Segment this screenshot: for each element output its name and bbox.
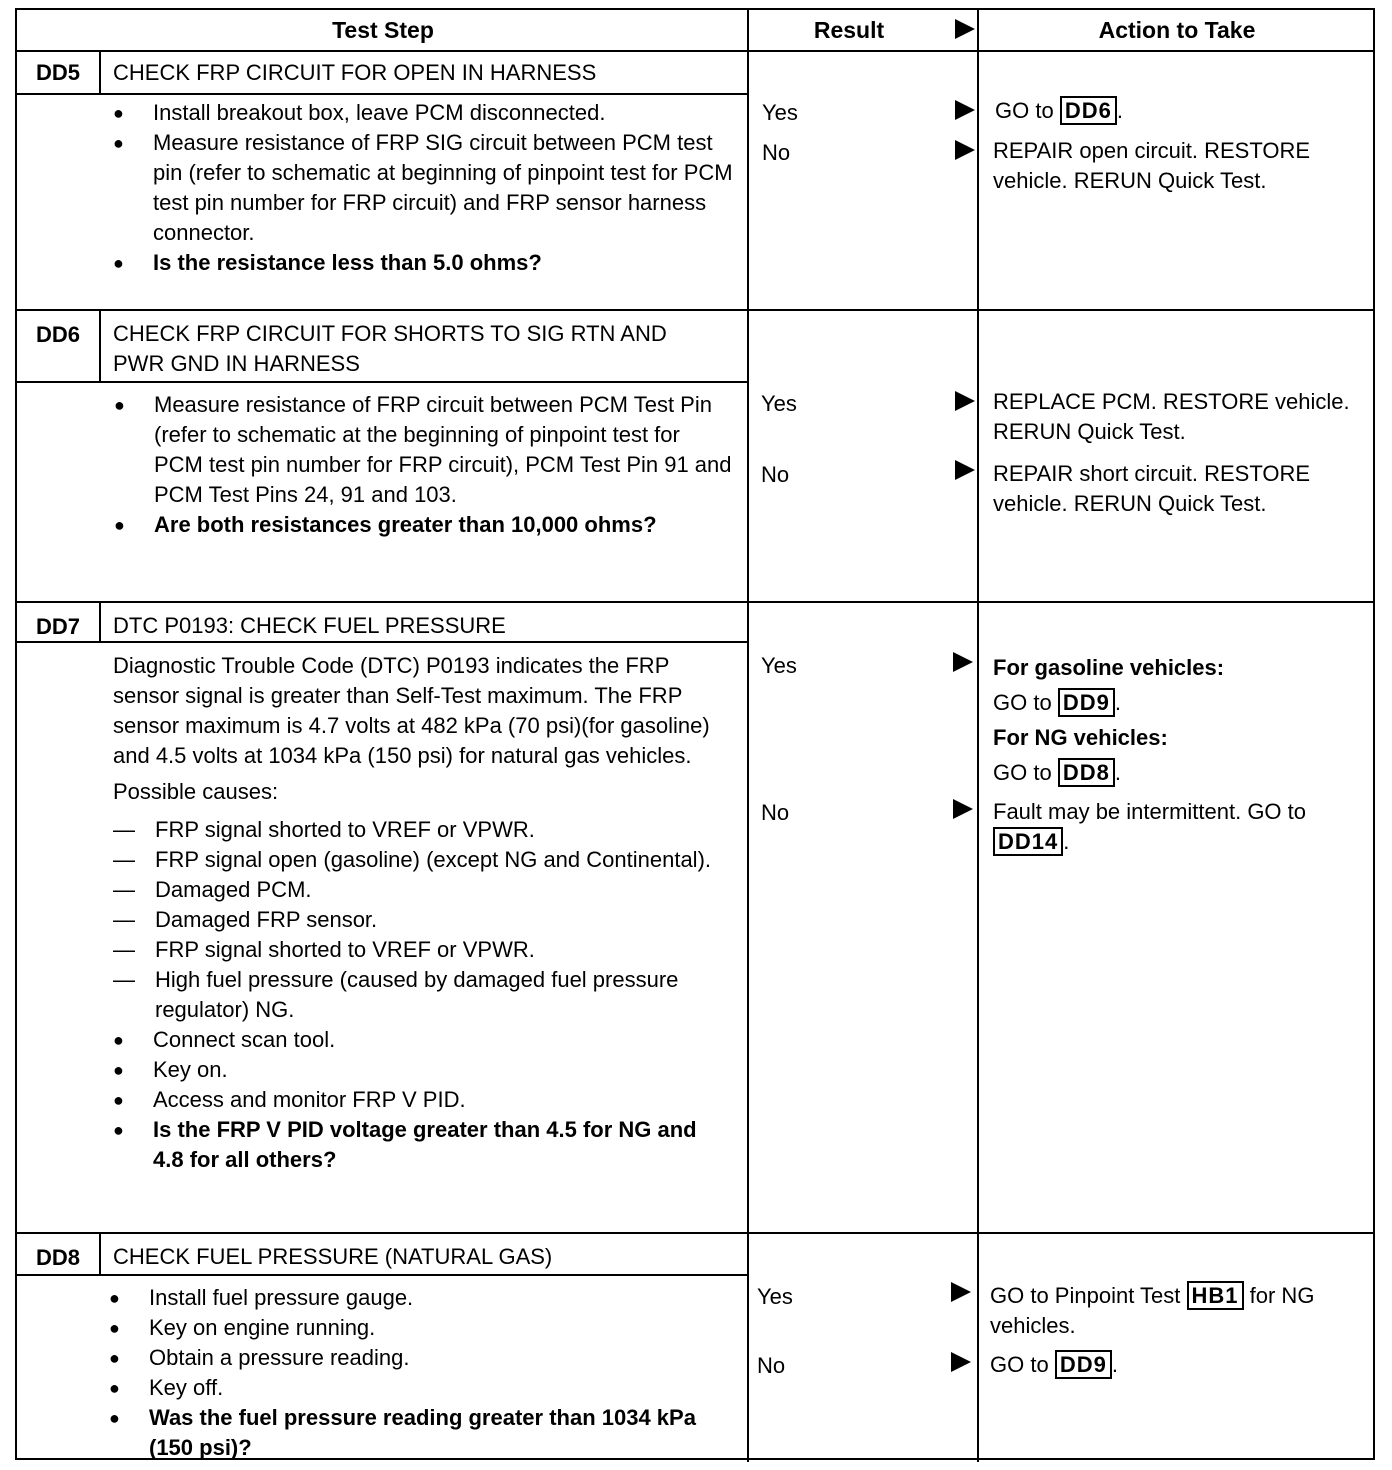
header-action: Action to Take [1098,16,1256,43]
step-ref-link[interactable]: DD14 [993,827,1063,856]
step-code-dd8: DD8 [35,1245,80,1270]
result-arrow-icon [955,140,975,160]
step-intro: Diagnostic Trouble Code (DTC) P0193 indicates the FRP sensor signal is greater than Self-Test maximum. The FRP sensor maximum is 4.7 volts at 482 kPa (70 psi)(for gasoline) and 4.5 volts at 1034 kPa (150 psi) for natural gas vehicles. [113,653,710,768]
action-text: GO to Pinpoint Test [990,1283,1181,1308]
action-no-dd7 [993,797,1369,857]
action-yes-dd6: REPLACE PCM. RESTORE vehicle. RERUN Quick Test. [993,389,1350,444]
row-divider [17,1232,1375,1234]
step-title-dd7: DTC P0193: CHECK FUEL PRESSURE [113,613,506,638]
title-divider [17,381,747,383]
column-divider-action [977,10,979,1462]
action-yes-dd8 [990,1281,1366,1341]
code-divider [99,310,101,382]
result-no: No [757,1353,786,1378]
bullet-item: ● Key on engine running. [109,1313,729,1343]
step-title-dd6: CHECK FRP CIRCUIT FOR SHORTS TO SIG RTN AND PWR GND IN HARNESS [113,321,667,376]
action-yes-dd7 [993,650,1369,790]
result-yes: Yes [757,1284,793,1309]
punctuation: . [1114,690,1121,715]
action-text: GO to [993,690,1052,715]
punctuation: . [1063,829,1070,854]
bullet-question: ● Was the fuel pressure reading greater than 1034 kPa (150 psi)? [109,1403,729,1463]
action-text: GO to [993,760,1052,785]
step-ref-link[interactable]: HB1 [1187,1281,1244,1310]
punctuation: . [1116,98,1123,123]
cause-item: — FRP signal shorted to VREF or VPWR. [113,935,713,965]
action-text: Fault may be intermittent. GO to [993,799,1307,824]
row-divider [17,601,1375,603]
bullet-question: ● Is the resistance less than 5.0 ohms? [113,248,733,278]
causes-label: Possible causes: [113,779,279,804]
result-arrow-icon [951,1352,971,1372]
ng-action [993,755,1369,790]
result-arrow-icon [955,391,975,411]
step-body-dd7 [113,651,713,1175]
bullet-item: ● Install fuel pressure gauge. [109,1283,729,1313]
bullet-question: ● Is the FRP V PID voltage greater than 4.5 for NG and 4.8 for all others? [113,1115,713,1175]
cause-item: — FRP signal shorted to VREF or VPWR. [113,815,713,845]
column-divider-result [747,10,749,1462]
header-result: Result [813,16,885,43]
cause-item: — Damaged FRP sensor. [113,905,713,935]
gasoline-label: For gasoline vehicles: [993,655,1225,680]
result-yes: Yes [761,391,797,416]
result-no: No [761,800,790,825]
bullet-item: ● Key off. [109,1373,729,1403]
title-divider [17,93,747,95]
cause-item: — Damaged PCM. [113,875,713,905]
step-code-dd7: DD7 [35,614,80,639]
code-divider [99,1233,101,1275]
step-body-dd5 [113,98,733,278]
result-yes: Yes [762,100,798,125]
step-body-dd6 [114,390,734,540]
step-code-dd5: DD5 [35,60,80,85]
punctuation: . [1114,760,1121,785]
causes-list [113,815,713,1025]
step-ref-link[interactable]: DD6 [1060,96,1117,125]
bullet-item: ● Key on. [113,1055,713,1085]
cause-item: — FRP signal open (gasoline) (except NG and Continental). [113,845,713,875]
result-arrow-icon [953,652,973,672]
cause-item: — High fuel pressure (caused by damaged fuel pressure regulator) NG. [113,965,713,1025]
code-divider [99,50,101,94]
action-text: for NG vehicles. [990,1283,1315,1338]
action-text: GO to [995,98,1054,123]
action-no-dd5: REPAIR open circuit. RESTORE vehicle. RERUN Quick Test. [993,138,1311,193]
step-ref-link[interactable]: DD9 [1058,688,1115,717]
bullet-item: ● Connect scan tool. [113,1025,713,1055]
action-yes-dd5 [995,96,1367,126]
bullet-item: ● Measure resistance of FRP SIG circuit between PCM test pin (refer to schematic at beginning of pinpoint test for PCM test pin number for FRP circuit) and FRP sensor harness connector. [113,128,733,248]
bullet-question: ● Are both resistances greater than 10,000 ohms? [114,510,734,540]
action-no-dd6: REPAIR short circuit. RESTORE vehicle. RERUN Quick Test. [993,461,1311,516]
result-arrow-icon [955,460,975,480]
row-divider [17,309,1375,311]
test-table [15,8,1375,1460]
result-arrow-icon [953,799,973,819]
header-arrow-icon [955,19,975,39]
step-ref-link[interactable]: DD8 [1058,758,1115,787]
step-body-dd8 [109,1283,729,1463]
gasoline-action [993,685,1369,720]
step-ref-link[interactable]: DD9 [1055,1350,1112,1379]
title-divider [17,641,747,643]
bullet-item: ● Access and monitor FRP V PID. [113,1085,713,1115]
action-text: GO to [990,1352,1049,1377]
result-arrow-icon [951,1282,971,1302]
bullet-item: ● Obtain a pressure reading. [109,1343,729,1373]
result-no: No [762,140,791,165]
header-divider [17,50,1375,52]
header-test-step: Test Step [332,16,434,43]
result-no: No [761,462,790,487]
punctuation: . [1111,1352,1118,1377]
step-title-dd8: CHECK FUEL PRESSURE (NATURAL GAS) [113,1244,553,1269]
step-title-dd5: CHECK FRP CIRCUIT FOR OPEN IN HARNESS [113,60,597,85]
ng-label: For NG vehicles: [993,725,1168,750]
action-no-dd8 [990,1350,1366,1380]
result-yes: Yes [761,653,797,678]
bullet-item: ● Measure resistance of FRP circuit between PCM Test Pin (refer to schematic at the beginning of pinpoint test for PCM test pin number for FRP circuit), PCM Test Pin 91 and PCM Test Pins 24, 91 and 103. [114,390,734,510]
result-arrow-icon [955,100,975,120]
bullet-item: ● Install breakout box, leave PCM disconnected. [113,98,733,128]
code-divider [99,602,101,642]
title-divider [17,1274,747,1276]
step-code-dd6: DD6 [35,322,80,347]
